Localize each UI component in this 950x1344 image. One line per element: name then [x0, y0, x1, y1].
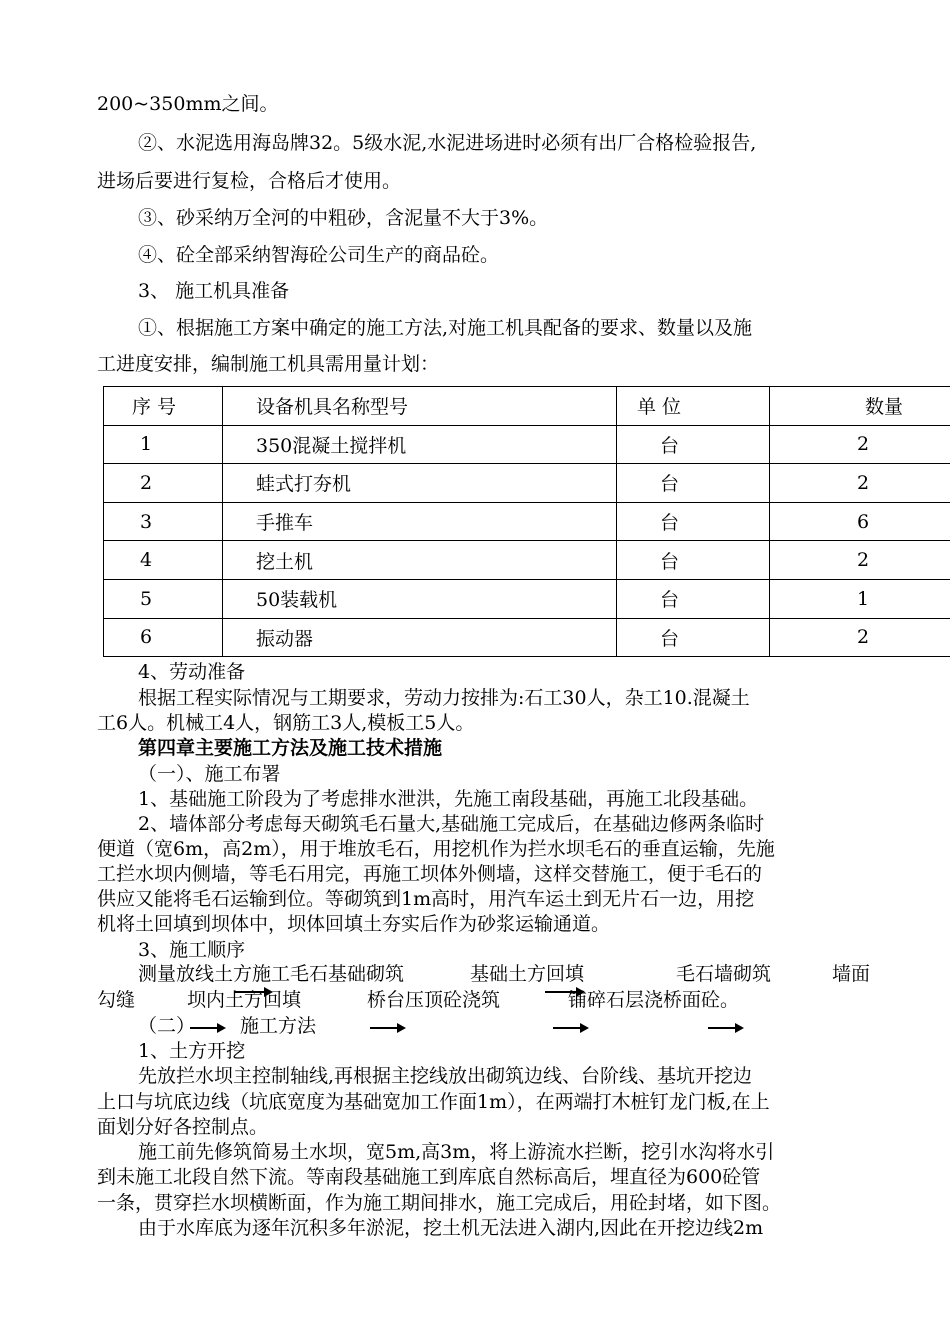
section-heading: 3、施工顺序 [138, 939, 246, 961]
text-line: 200~350mm之间。 [97, 93, 279, 115]
text-line: 根据工程实际情况与工期要求，劳动力按排为:石工30人，杂工10.混凝土 [138, 687, 750, 709]
arrow-right-icon [190, 1022, 226, 1034]
arrow-right-icon [545, 986, 585, 998]
text-line: 上口与坑底边线（坑底宽度为基础宽加工作面1m），在两端打木桩钉龙门板,在上 [97, 1091, 770, 1113]
table-cell: 5 [104, 579, 223, 618]
table-cell: 4 [104, 541, 223, 580]
table-cell: 2 [770, 541, 950, 580]
sequence-step: 桥台压顶砼浇筑 [367, 989, 501, 1011]
sequence-step: 毛石墙砌筑 [676, 963, 772, 985]
text-line: 1、基础施工阶段为了考虑排水泄洪，先施工南段基础，再施工北段基础。 [138, 788, 759, 810]
section-heading: 4、劳动准备 [138, 661, 246, 683]
chapter-title: 第四章主要施工方法及施工技术措施 [138, 737, 443, 759]
table-cell: 台 [617, 541, 770, 580]
text-line: ③、砂采纳万全河的中粗砂，含泥量不大于3%。 [138, 207, 549, 229]
text-line: 施工前先修筑简易土水坝，宽5m,高3m，将上游流水拦断，挖引水沟将水引 [138, 1141, 775, 1163]
table-cell: 2 [770, 618, 950, 657]
table-cell: 3 [104, 502, 223, 541]
table-row [104, 579, 950, 618]
text-line: 一条，贯穿拦水坝横断面，作为施工期间排水，施工完成后，用砼封堵，如下图。 [97, 1192, 782, 1214]
table-cell: 手推车 [223, 502, 617, 541]
sequence-step: 基础土方回填 [470, 963, 585, 985]
text-line: 到未施工北段自然下流。等南段基础施工到库底自然标高后，埋直径为600砼管 [97, 1166, 761, 1188]
table-header-cell: 单 位 [617, 387, 770, 426]
text-line: 供应又能将毛石运输到位。等砌筑到1m高时，用汽车运土到无片石一边，用挖 [97, 888, 755, 910]
table-cell: 50装载机 [223, 579, 617, 618]
section-heading: （一）、施工布署 [138, 763, 281, 785]
text-line: 工进度安排，编制施工机具需用量计划： [97, 353, 440, 375]
table-cell: 2 [770, 425, 950, 464]
text-line: 机将土回填到坝体中，坝体回填土夯实后作为砂浆运输通道。 [97, 913, 611, 935]
text-line: ④、砼全部采纳智海砼公司生产的商品砼。 [138, 244, 500, 266]
text-line: ②、水泥选用海岛牌32。5级水泥,水泥进场进时必须有出厂合格检验报告, [138, 132, 757, 154]
table-cell: 振动器 [223, 618, 617, 657]
text-line: 工拦水坝内侧墙，等毛石用完，再施工坝体外侧墙，这样交替施工，便于毛石的 [97, 863, 763, 885]
text-line: 先放拦水坝主控制轴线,再根据主挖线放出砌筑边线、台阶线、基坑开挖边 [138, 1065, 753, 1087]
arrow-right-icon [235, 986, 273, 998]
sequence-step: 墙面 [832, 963, 871, 985]
equipment-table [103, 386, 950, 657]
table-cell: 6 [104, 618, 223, 657]
text-line: 面划分好各控制点。 [97, 1116, 269, 1138]
table-cell: 2 [104, 464, 223, 503]
table-cell: 台 [617, 425, 770, 464]
table-cell: 6 [770, 502, 950, 541]
text-line: 进场后要进行复检，合格后才使用。 [97, 170, 402, 192]
sequence-step: 铺碎石层浇桥面砼。 [568, 989, 740, 1011]
text-line: 由于水库底为逐年沉积多年淤泥，挖土机无法进入湖内,因此在开挖边线2m [138, 1217, 764, 1239]
arrow-right-icon [708, 1022, 744, 1034]
table-cell: 350混凝土搅拌机 [223, 425, 617, 464]
table-cell: 台 [617, 502, 770, 541]
table-cell: 1 [770, 579, 950, 618]
table-cell: 蛙式打夯机 [223, 464, 617, 503]
table-cell: 台 [617, 464, 770, 503]
arrow-right-icon [370, 1022, 406, 1034]
section-heading: 1、土方开挖 [138, 1040, 246, 1062]
table-cell: 台 [617, 618, 770, 657]
section-heading-prefix: （二） [138, 1015, 196, 1037]
sequence-step: 测量放线土方施工毛石基础砌筑 [138, 963, 405, 985]
section-heading: 3、 施工机具准备 [138, 280, 290, 302]
sequence-step: 勾缝 [97, 989, 136, 1011]
table-row [104, 618, 950, 657]
text-line: 2、墙体部分考虑每天砌筑毛石量大,基础施工完成后，在基础边修两条临时 [138, 813, 765, 835]
arrow-right-icon [553, 1022, 589, 1034]
table-row [104, 502, 950, 541]
sequence-step: 坝内土方回填 [187, 989, 302, 1011]
table-cell: 2 [770, 464, 950, 503]
table-row [104, 464, 950, 503]
table-header-cell: 序 号 [104, 387, 223, 426]
text-line: 工6人。机械工4人，钢筋工3人,模板工5人。 [97, 712, 475, 734]
text-line: ①、根据施工方案中确定的施工方法,对施工机具配备的要求、数量以及施 [138, 317, 753, 339]
table-row [104, 425, 950, 464]
table-row [104, 541, 950, 580]
table-header-cell: 设备机具名称型号 [223, 387, 617, 426]
table-header-row [104, 387, 950, 426]
table-cell: 挖土机 [223, 541, 617, 580]
table-cell: 台 [617, 579, 770, 618]
section-heading: 施工方法 [240, 1015, 317, 1037]
table-header-cell: 数量 [770, 387, 950, 426]
text-line: 便道（宽6m，高2m），用于堆放毛石，用挖机作为拦水坝毛石的垂直运输，先施 [97, 838, 775, 860]
table-cell: 1 [104, 425, 223, 464]
